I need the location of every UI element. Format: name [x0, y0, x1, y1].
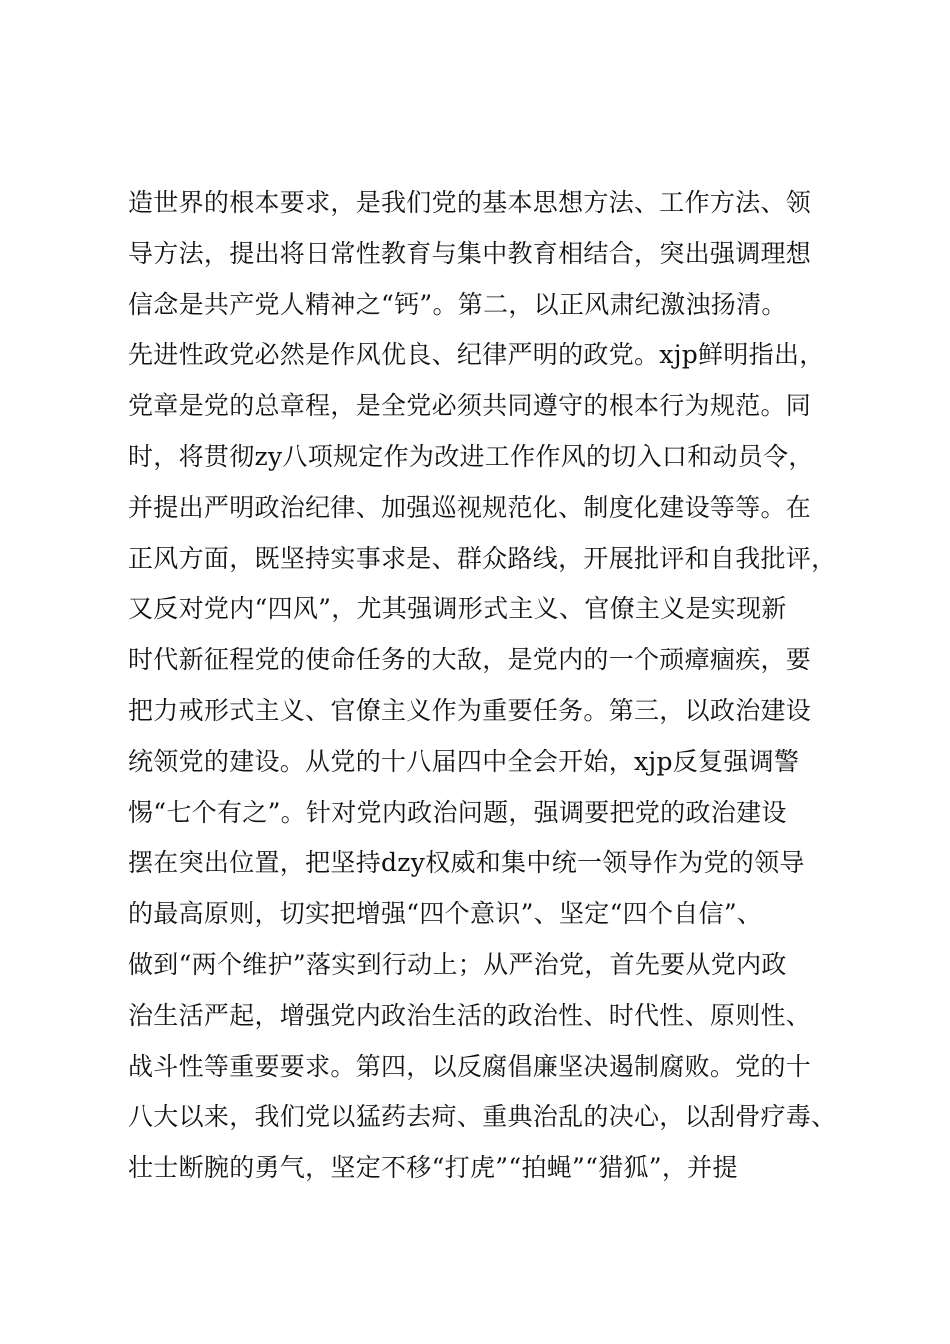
text-line: 统领党的建设。从党的十八届四中全会开始，xjp反复强调警 — [128, 746, 800, 776]
text-line: 导方法，提出将日常性教育与集中教育相结合，突出强调理想 — [128, 238, 812, 268]
text-line: 惕“七个有之”。针对党内政治问题，强调要把党的政治建设 — [128, 797, 787, 827]
body-text — [128, 178, 838, 1194]
text-line: 时，将贯彻zy八项规定作为改进工作作风的切入口和动员令， — [128, 441, 814, 471]
text-line: 造世界的根本要求，是我们党的基本思想方法、工作方法、领 — [128, 188, 812, 217]
text-line: 正风方面，既坚持实事求是、群众路线，开展批评和自我批评， — [128, 543, 837, 573]
text-line: 信念是共产党人精神之“钙”。第二，以正风肃纪激浊扬清。 — [128, 289, 787, 319]
text-line: 战斗性等重要要求。第四，以反腐倡廉坚决遏制腐败。党的十 — [128, 1051, 812, 1081]
text-line: 又反对党内“四风”，尤其强调形式主义、官僚主义是实现新 — [128, 594, 787, 624]
text-line: 先进性政党必然是作风优良、纪律严明的政党。xjp鲜明指出， — [128, 340, 825, 370]
text-line: 八大以来，我们党以猛药去疴、重典治乱的决心，以刮骨疗毒、 — [128, 1102, 837, 1132]
text-line: 并提出严明政治纪律、加强巡视规范化、制度化建设等等。在 — [128, 492, 812, 522]
text-line: 把力戒形式主义、官僚主义作为重要任务。第三，以政治建设 — [128, 695, 812, 725]
text-line: 做到“两个维护”落实到行动上；从严治党，首先要从党内政 — [128, 949, 787, 979]
text-line: 时代新征程党的使命任务的大敌，是党内的一个顽瘴痼疾，要 — [128, 645, 812, 675]
text-line: 壮士断腕的勇气，坚定不移“打虎”“拍蝇”“猎狐”，并提 — [128, 1153, 738, 1183]
text-line: 治生活严起，增强党内政治生活的政治性、时代性、原则性、 — [128, 1000, 812, 1030]
text-line: 的最高原则，切实把增强“四个意识”、坚定“四个自信”、 — [128, 899, 763, 929]
text-line: 党章是党的总章程，是全党必须共同遵守的根本行为规范。同 — [128, 391, 812, 421]
text-line: 摆在突出位置，把坚持dzy权威和集中统一领导作为党的领导 — [128, 848, 805, 878]
